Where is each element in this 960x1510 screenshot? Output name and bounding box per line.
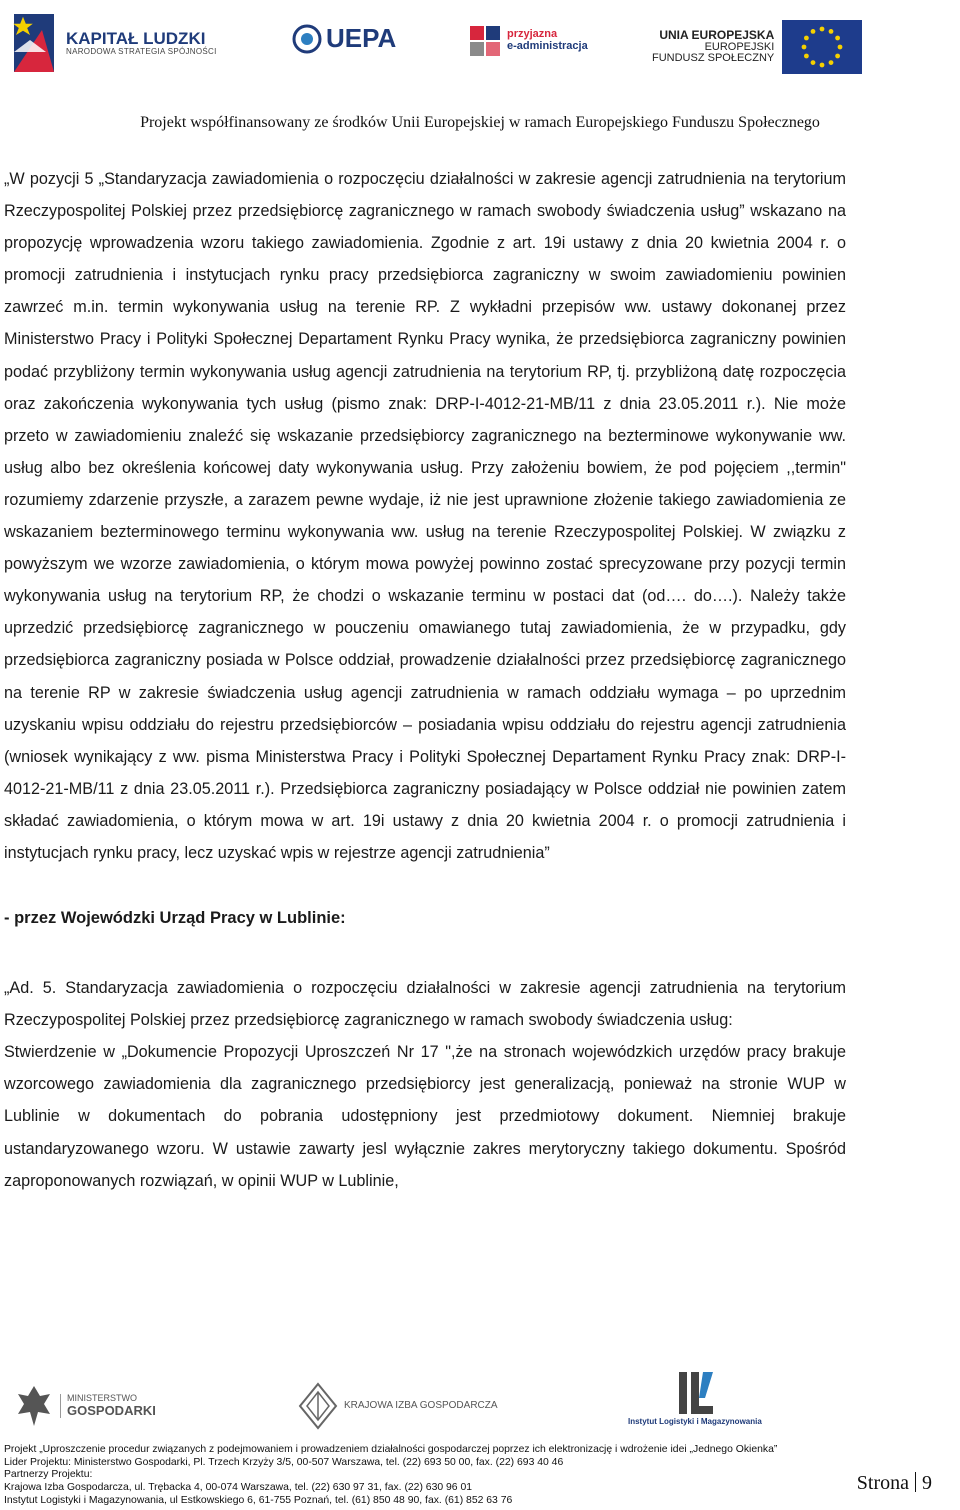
- section-heading: - przez Wojewódzki Urząd Pracy w Lublinie:: [4, 909, 346, 928]
- page-separator: [915, 1472, 916, 1492]
- fundusz-spoleczny-line: FUNDUSZ SPOŁECZNY: [652, 52, 775, 65]
- kapital-ludzki-logo: [12, 12, 217, 74]
- eu-flag-icon: [782, 20, 862, 74]
- ministerstwo-gospodarki-logo: [14, 1382, 156, 1430]
- paragraph-quote-2: „Ad. 5. Standaryzacja zawiadomienia o rozpoczęciu działalności w zakresie agencji zatrudnienia na terytorium Rzeczypospolitej Polskiej przez przedsiębiorcę zagranicznego w ramach swobody świadczenia usług:: [4, 979, 846, 1030]
- kapital-ludzki-subtitle: NARODOWA STRATEGIA SPÓJNOŚCI: [66, 47, 217, 57]
- instytut-logistyki-logo: [628, 1368, 762, 1426]
- kapital-ludzki-emblem-icon: [12, 12, 58, 74]
- funding-statement: Projekt współfinansowany ze środków Unii Europejskiej w ramach Europejskiego Funduszu Społecznego: [140, 114, 820, 131]
- footer-partners-label: Partnerzy Projektu:: [4, 1469, 93, 1481]
- ilim-title: Instytut Logistyki i Magazynowania: [628, 1417, 762, 1426]
- europejski-line: EUROPEJSKI: [704, 40, 775, 53]
- unia-europejska-logo: [652, 20, 862, 74]
- unia-europejska-title: UNIA EUROPEJSKA: [659, 28, 775, 43]
- uepa-emblem-icon: [292, 22, 322, 56]
- page-label: Strona: [856, 1472, 909, 1494]
- gospodarki-subtitle: GOSPODARKI: [67, 1402, 156, 1418]
- puzzle-icon: [468, 24, 502, 58]
- przyjazna-title: przyjazna: [507, 28, 558, 41]
- kig-emblem-icon: [298, 1382, 338, 1430]
- paragraph-quote-1: „W pozycji 5 „Standaryzacja zawiadomienia o rozpoczęciu działalności w zakresie agencji zatrudnienia na terytorium Rzeczypospolitej Polskiej przez przedsiębiorcę zagranicznego w ramach swobody świadczenia usług” wskazano na propozycję wprowadzenia wzoru takiego zawiadomienia. Zgodnie z art. 19i ustawy z dnia 20 kwietnia 2004 r. o promocji zatrudnienia i instytucjach rynku pracy przedsiębiorca zagraniczny w swoim zawiadomieniu powinien zawrzeć m.in. termin wykonywania usług na terenie RP. Z wykładni przepisów ww. ustawy dokonanej przez Ministerstwo Pracy i Polityki Społecznej Departament Rynku Pracy wynika, że przedsiębiorca zagraniczny powinien podać przybliżony termin wykonywania usług agencji zatrudnienia na terytorium RP, tj. przybliżoną datę rozpoczęcia oraz zakończenia wykonywania tych usług (pismo znak: DRP-I-4012-21-MB/11 z dnia 23.05.2011 r.). Nie może przeto w zawiadomieniu znaleźć się wskazanie przedsiębiorcy zagranicznego na bezterminowe wykonywanie ww. usług albo bez określenia końcowej daty wykonywania usług. Przy założeniu bowiem, że pod pojęciem ,,termin" rozumiemy zdarzenie przyszłe, a zarazem pewne wydaje, iż nie jest uprawnione złożenie takiego zawiadomienia ze wskazaniem bezterminowego terminu wykonywania ww. usług na terenie Rzeczypospolitej Polskiej. W związku z powyższym we wzorze zawiadomienia, o którym mowa powyżej powinno zostać sprecyzowane przy pozycji termin wykonywania usług na terytorium RP, że chodzi o wskazanie terminu w postaci dat (od…. do….). Należy także uprzedzić przedsiębiorcę zagranicznego w pouczeniu omawianego tutaj zawiadomienia, że w przypadku, gdy przedsiębiorca zagraniczny posiada w Polsce oddział, prowadzenie działalności przez przedsiębiorcę zagranicznego na terenie RP w zakresie świadczenia usług agencji zatrudnienia w ramach oddziału wymaga – po uprzednim uzyskaniu wpisu oddziału do rejestru przedsiębiorców – posiadania wpisu oddziału do rejestru agencji zatrudnienia (wniosek wynikający z ww. pisma Ministerstwa Pracy i Polityki Społecznej Departament Rynku Pracy znak: DRP-I-4012-21-MB/11 z dnia 23.05.2011 r.). Przedsiębiorca zagraniczny posiadający w Polsce oddział nie powinien zatem składać zawiadomienia, o którym mowa w art. 19i ustawy z dnia 20 kwietnia 2004 r. o promocji zatrudnienia i instytucjach rynku pracy, lecz uzyskać wpis w rejestrze agencji zatrudnienia”: [4, 170, 846, 862]
- page-number: [857, 1472, 932, 1495]
- document-body: [4, 163, 846, 1197]
- page-number-value: 9: [922, 1472, 932, 1494]
- footer-project-line: Projekt „Uproszczenie procedur związanych z podejmowaniem i prowadzeniem działalności gospodarczej poprzez ich elektronizację i wdrożenie idei „Jednego Okienka”: [4, 1444, 778, 1455]
- footer-logos: [0, 1368, 960, 1438]
- footer-ilim-line: Instytut Logistyki i Magazynowania, ul Estkowskiego 6, 61-755 Poznań, tel. (61) 850 48 90, fax. (61) 852 63 76: [4, 1494, 513, 1506]
- ilim-emblem-icon: [665, 1368, 725, 1418]
- przyjazna-e-administracja-logo: [468, 24, 588, 58]
- kig-title: KRAJOWA IZBA GOSPODARCZA: [344, 1399, 498, 1411]
- eagle-emblem-icon: [14, 1382, 54, 1430]
- ministerstwo-title: MINISTERSTWO: [67, 1393, 137, 1404]
- paragraph-statement: Stwierdzenie w „Dokumencie Propozycji Uproszczeń Nr 17 ",że na stronach wojewódzkich urzędów pracy brakuje wzorcowego zawiadomienia dla zagranicznego przedsiębiorcy jest generalizacją, ponieważ na stronie WUP w Lublinie w dokumentach do pobrania udostępniony jest przedmiotowy dokument. Niemniej brakuje ustandaryzowanego wzoru. W ustawie zawarty jesl wyłącznie zakres merytoryczny takiego dokumentu. Spośród zaproponowanych rozwiązań, w opinii WUP w Lublinie,: [4, 1043, 846, 1190]
- uepa-logo: [292, 22, 396, 56]
- krajowa-izba-gospodarcza-logo: [298, 1382, 498, 1430]
- footer-kig-line: Krajowa Izba Gospodarcza, ul. Trębacka 4, 00-074 Warszawa, tel. (22) 630 97 31, fax. (22) 630 96 01: [4, 1482, 473, 1494]
- e-administracja-subtitle: e-administracja: [507, 40, 588, 52]
- header-logos: [0, 8, 960, 88]
- footer-text: [4, 1444, 844, 1508]
- uepa-title: UEPA: [326, 23, 397, 54]
- kapital-ludzki-title: KAPITAŁ LUDZKI: [66, 28, 206, 48]
- footer-leader-line: Lider Projektu: Ministerstwo Gospodarki, Pl. Trzech Krzyży 3/5, 00-507 Warszawa, tel. (22) 693 50 00, fax. (22) 693 40 46: [4, 1456, 564, 1468]
